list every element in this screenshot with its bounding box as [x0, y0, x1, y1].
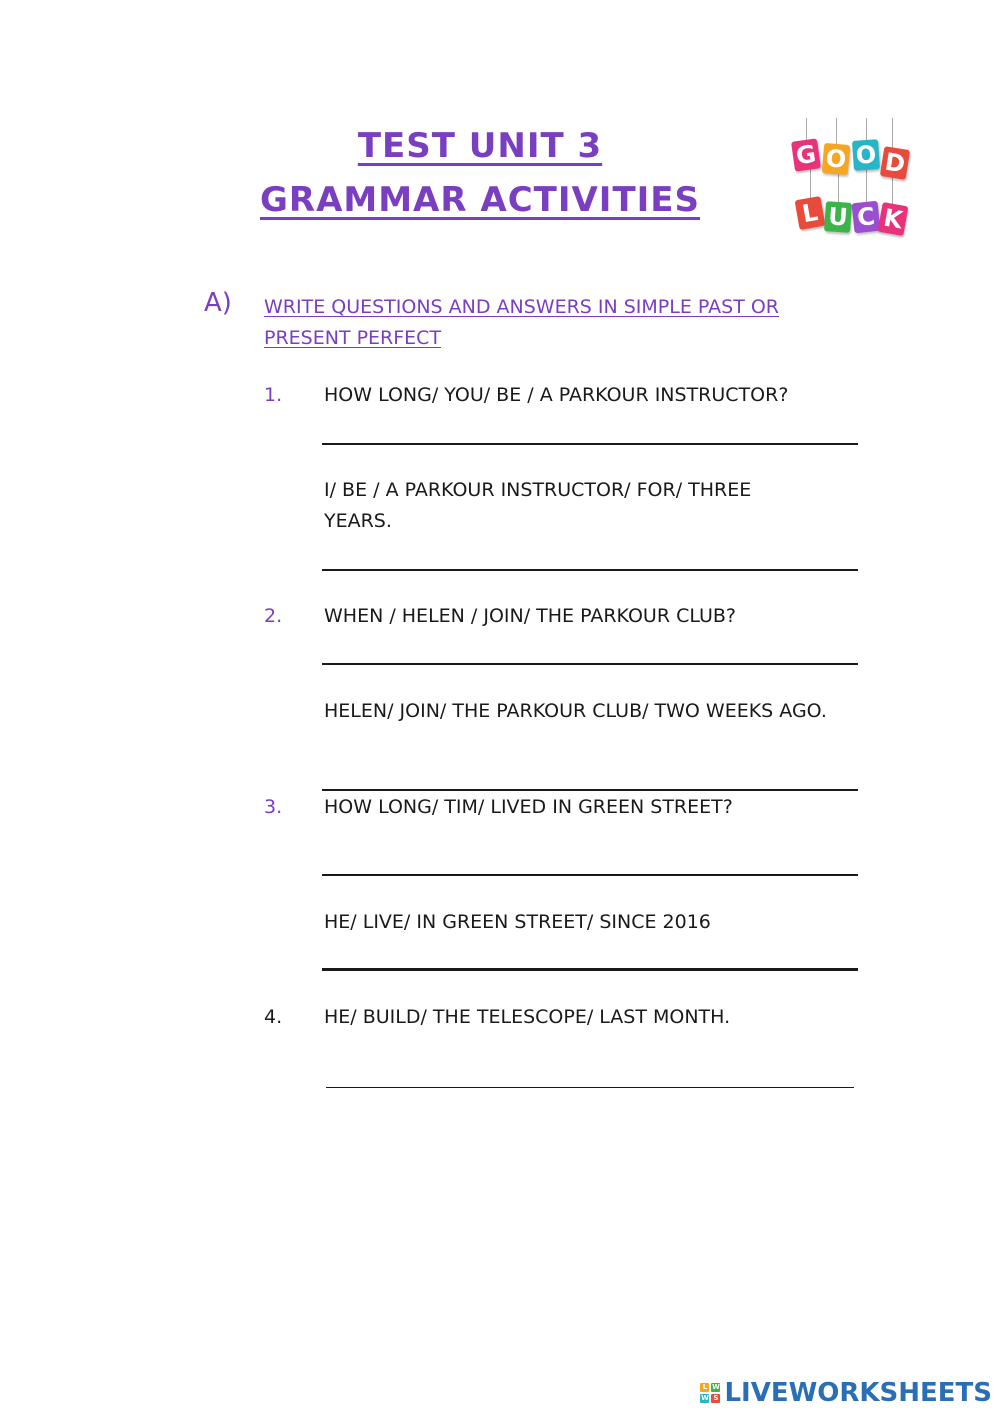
- badge-letter-l: L: [795, 196, 826, 230]
- question-text: HOW LONG/ YOU/ BE / A PARKOUR INSTRUCTOR?: [324, 384, 789, 406]
- liveworksheets-brand[interactable]: LIVEWORKSHEETS: [724, 1378, 992, 1408]
- logo-square: S: [713, 1394, 719, 1402]
- section-letter: A): [204, 288, 232, 318]
- badge-letter-u: U: [824, 201, 852, 233]
- liveworksheets-logo-icon: [700, 1383, 720, 1403]
- worksheet-subtitle: GRAMMAR ACTIVITIES: [259, 180, 701, 220]
- item-number: 4.: [264, 1006, 283, 1028]
- answer-line[interactable]: [326, 1087, 854, 1088]
- section-instruction: WRITE QUESTIONS AND ANSWERS IN SIMPLE PAST OR PRESENT PERFECT: [264, 296, 779, 349]
- badge-letter-k: K: [878, 202, 909, 236]
- question-text: HE/ BUILD/ THE TELESCOPE/ LAST MONTH.: [324, 1006, 731, 1028]
- worksheet-title: TEST UNIT 3: [357, 126, 603, 166]
- answer-line[interactable]: [322, 874, 858, 876]
- answer-line[interactable]: [322, 569, 858, 571]
- badge-letter-o: O: [822, 143, 851, 175]
- badge-letter-c: C: [852, 201, 881, 234]
- logo-square: W: [712, 1383, 720, 1391]
- answer-line[interactable]: [322, 789, 858, 791]
- logo-square: W: [701, 1394, 709, 1402]
- prompt-text: I/ BE / A PARKOUR INSTRUCTOR/ FOR/ THREE YEARS.: [324, 479, 752, 532]
- answer-line[interactable]: [322, 968, 858, 971]
- logo-square: L: [700, 1383, 709, 1392]
- question-text: HOW LONG/ TIM/ LIVED IN GREEN STREET?: [324, 796, 733, 818]
- good-luck-badge: [788, 118, 918, 248]
- question-text: WHEN / HELEN / JOIN/ THE PARKOUR CLUB?: [324, 605, 736, 627]
- badge-letter-d: D: [880, 146, 910, 180]
- liveworksheets-footer: [700, 1378, 992, 1408]
- item-number: 1.: [264, 384, 283, 406]
- badge-letter-o: O: [852, 139, 880, 171]
- answer-line[interactable]: [322, 663, 858, 665]
- answer-line[interactable]: [322, 443, 858, 445]
- prompt-text: HE/ LIVE/ IN GREEN STREET/ SINCE 2016: [324, 911, 711, 933]
- item-number: 2.: [264, 605, 283, 627]
- badge-letter-g: G: [791, 138, 821, 171]
- prompt-text: HELEN/ JOIN/ THE PARKOUR CLUB/ TWO WEEKS AGO.: [324, 700, 827, 722]
- item-number: 3.: [264, 796, 283, 818]
